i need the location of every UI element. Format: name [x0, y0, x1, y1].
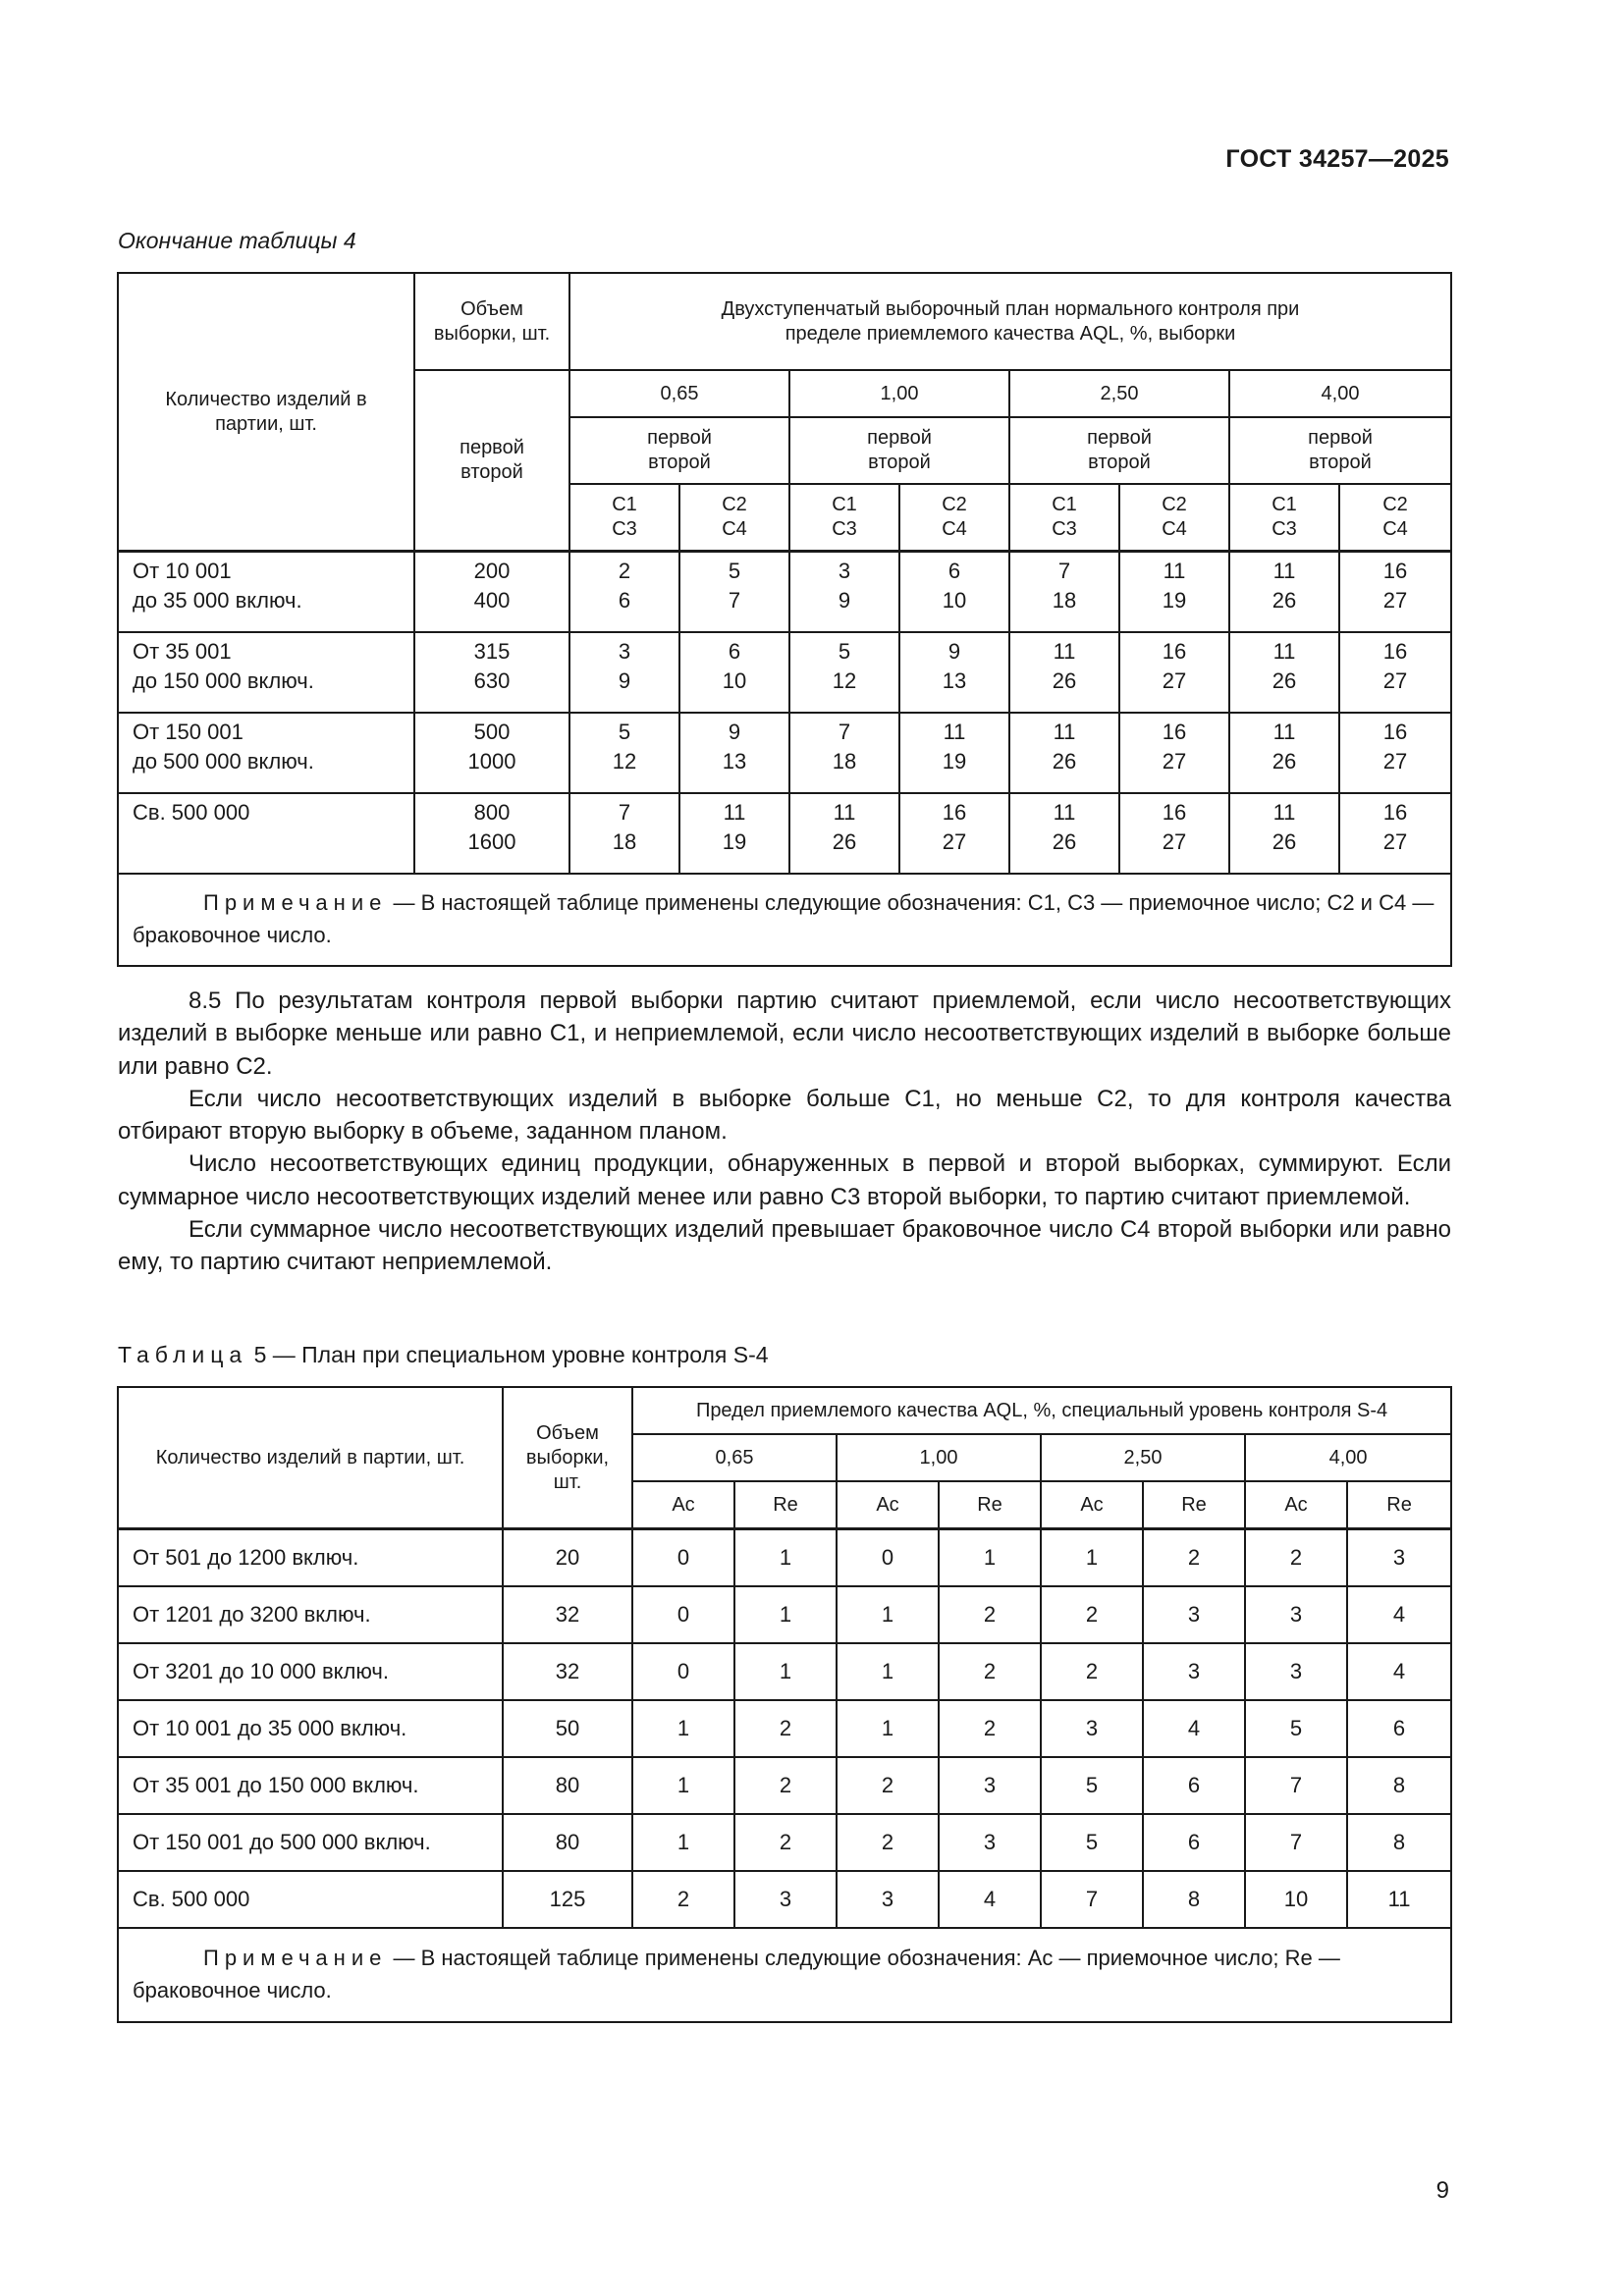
table-cell: 1 [632, 1700, 734, 1757]
table-cell: 4 [1347, 1586, 1451, 1643]
row-label: От 150 001 до 500 000 включ. [118, 1814, 503, 1871]
cell-line-2: 12 [832, 668, 857, 693]
c-right-line-2: C4 [942, 518, 967, 540]
table-cell: 2 [939, 1586, 1041, 1643]
table-row [118, 793, 1451, 874]
sample-sub-first: первой [460, 437, 524, 458]
cell-line-2: 26 [832, 829, 857, 854]
cell-line-1: 11 [723, 800, 746, 825]
c-label-right [679, 484, 789, 552]
table-cell: 2 [837, 1757, 939, 1814]
note-text: — В настоящей таблице применены следующие обозначения: Ac — приемочное число; Re — браковочное число. [133, 1946, 1340, 2002]
table-cell: 1 [734, 1643, 837, 1700]
sample-line-2: 1000 [467, 749, 516, 774]
sample-size: 50 [503, 1700, 632, 1757]
table-cell: 4 [1347, 1643, 1451, 1700]
table-cell [679, 552, 789, 633]
table5-caption [118, 1342, 769, 1368]
table-cell: 2 [837, 1814, 939, 1871]
cell-line-1: 7 [618, 800, 631, 825]
aql-level: 1,00 [789, 370, 1009, 417]
cell-line-2: 26 [1272, 668, 1297, 693]
table-cell [1229, 793, 1339, 874]
re-label: Re [939, 1481, 1041, 1529]
cell-line-1: 16 [1382, 720, 1408, 744]
table-cell [1229, 713, 1339, 793]
c-left-line-1: C1 [1052, 494, 1077, 515]
row-label: От 1201 до 3200 включ. [118, 1586, 503, 1643]
c-label-right [1119, 484, 1229, 552]
cell-line-1: 11 [1272, 720, 1296, 744]
table4-header-items: Количество изделий в партии, шт. [118, 273, 414, 552]
table-cell [789, 713, 899, 793]
table-cell [789, 793, 899, 874]
table-cell: 10 [1245, 1871, 1347, 1928]
sample-line-2: 400 [473, 588, 511, 613]
c-left-line-1: C1 [1272, 494, 1297, 515]
table-cell: 3 [939, 1757, 1041, 1814]
table-row [118, 552, 1451, 633]
sample-line-2: 1600 [467, 829, 516, 854]
cell-line-1: 11 [1163, 559, 1186, 583]
row-label-line-1: От 35 001 [133, 639, 232, 664]
cell-line-2: 7 [728, 588, 741, 613]
table-cell: 3 [1245, 1643, 1347, 1700]
sample-line-1: 200 [473, 559, 511, 583]
table4-note [118, 874, 1451, 966]
table-cell: 2 [939, 1700, 1041, 1757]
table-cell [899, 793, 1009, 874]
aql-level: 0,65 [569, 370, 789, 417]
table4-header-sample: Объем выборки, шт. [414, 273, 569, 370]
cell-line-1: 7 [838, 720, 851, 744]
table-cell [679, 793, 789, 874]
stage-label [1009, 417, 1229, 484]
cell-line-2: 26 [1272, 588, 1297, 613]
table-cell: 3 [734, 1871, 837, 1928]
table-cell [899, 632, 1009, 713]
cell-line-2: 12 [612, 749, 637, 774]
table-cell: 2 [734, 1700, 837, 1757]
table-cell: 2 [1143, 1529, 1245, 1587]
table5 [117, 1386, 1452, 2023]
cell-line-1: 11 [1053, 639, 1076, 664]
row-label-line-1: От 10 001 [133, 559, 232, 583]
table-cell [1119, 713, 1229, 793]
cell-line-1: 16 [1382, 639, 1408, 664]
table-cell: 8 [1347, 1757, 1451, 1814]
row-label [118, 552, 414, 633]
cell-line-2: 26 [1052, 668, 1077, 693]
table-cell [1009, 713, 1119, 793]
stage-line-1: первой [867, 427, 932, 449]
aql-level: 0,65 [632, 1434, 837, 1481]
table-cell [789, 552, 899, 633]
sample-size: 20 [503, 1529, 632, 1587]
ac-label: Ac [837, 1481, 939, 1529]
table-cell [569, 552, 679, 633]
sample-size [414, 552, 569, 633]
table-cell [1229, 552, 1339, 633]
table-cell [569, 713, 679, 793]
ac-label: Ac [1245, 1481, 1347, 1529]
table-cell: 1 [632, 1757, 734, 1814]
c-right-line-1: C2 [722, 494, 747, 515]
cell-line-2: 18 [612, 829, 637, 854]
c-left-line-1: C1 [612, 494, 637, 515]
table-cell: 1 [734, 1529, 837, 1587]
c-right-line-1: C2 [1382, 494, 1408, 515]
table-cell [1229, 632, 1339, 713]
cell-line-2: 10 [942, 588, 967, 613]
table5-header-sample: Объем выборки, шт. [503, 1387, 632, 1529]
table-cell: 3 [837, 1871, 939, 1928]
table-cell: 5 [1041, 1814, 1143, 1871]
cell-line-2: 27 [942, 829, 967, 854]
row-label [118, 793, 414, 874]
cell-line-2: 9 [618, 668, 631, 693]
table-cell [1119, 632, 1229, 713]
cell-line-1: 11 [1272, 800, 1296, 825]
cell-line-2: 19 [942, 749, 967, 774]
stage-line-2: второй [868, 452, 931, 473]
aql-level: 2,50 [1009, 370, 1229, 417]
cell-line-1: 16 [1162, 800, 1187, 825]
c-left-line-1: C1 [832, 494, 857, 515]
cell-line-1: 6 [728, 639, 741, 664]
stage-line-2: второй [1309, 452, 1372, 473]
cell-line-2: 26 [1272, 829, 1297, 854]
table-row [118, 1529, 1451, 1587]
table4-caption: Окончание таблицы 4 [118, 228, 356, 253]
c-label-left [789, 484, 899, 552]
section-8-5-text [118, 985, 1451, 1279]
cell-line-2: 19 [1162, 588, 1187, 613]
cell-line-1: 11 [1053, 800, 1076, 825]
table4-header-sample-sub [414, 370, 569, 552]
table-cell: 2 [1041, 1586, 1143, 1643]
sample-size [414, 632, 569, 713]
table4-header-plan: Двухступенчатый выборочный план нормального контроля при пределе приемлемого качества AQL, %, выборки [569, 273, 1451, 370]
sample-line-1: 315 [473, 639, 511, 664]
table-row [118, 1643, 1451, 1700]
table-cell: 3 [1143, 1586, 1245, 1643]
c-label-right [899, 484, 1009, 552]
paragraph: Если число несоответствующих изделий в выборке больше C1, но меньше C2, то для контроля качества отбирают вторую выборку в объеме, заданном планом. [118, 1085, 1451, 1146]
table-row [118, 1871, 1451, 1928]
table-cell: 2 [734, 1757, 837, 1814]
cell-line-1: 2 [618, 559, 631, 583]
c-right-line-2: C4 [1382, 518, 1408, 540]
table-row [118, 1700, 1451, 1757]
table-cell [899, 713, 1009, 793]
table-cell: 1 [939, 1529, 1041, 1587]
table5-caption-text: 5 — План при специальном уровне контроля S-4 [247, 1342, 769, 1367]
table-cell: 7 [1245, 1757, 1347, 1814]
cell-line-2: 10 [722, 668, 747, 693]
table-row [118, 1586, 1451, 1643]
table-cell: 3 [1041, 1700, 1143, 1757]
table-cell: 5 [1041, 1757, 1143, 1814]
row-label-line-1: Св. 500 000 [133, 800, 250, 825]
table-row [118, 632, 1451, 713]
cell-line-2: 27 [1162, 749, 1187, 774]
ac-label: Ac [632, 1481, 734, 1529]
aql-level: 2,50 [1041, 1434, 1245, 1481]
table4 [117, 272, 1452, 967]
cell-line-2: 26 [1272, 749, 1297, 774]
cell-line-2: 13 [942, 668, 967, 693]
aql-level: 4,00 [1229, 370, 1451, 417]
cell-line-1: 16 [1382, 800, 1408, 825]
table-cell: 0 [837, 1529, 939, 1587]
table-cell: 1 [734, 1586, 837, 1643]
c-right-line-1: C2 [942, 494, 967, 515]
stage-line-1: первой [1308, 427, 1373, 449]
table-cell: 4 [1143, 1700, 1245, 1757]
c-right-line-2: C4 [1162, 518, 1187, 540]
standard-number: ГОСТ 34257—2025 [1225, 145, 1449, 173]
sample-size: 32 [503, 1643, 632, 1700]
cell-line-2: 9 [838, 588, 851, 613]
table-cell: 2 [734, 1814, 837, 1871]
ac-label: Ac [1041, 1481, 1143, 1529]
c-label-left [1229, 484, 1339, 552]
sample-line-1: 800 [473, 800, 511, 825]
c-left-line-2: C3 [612, 518, 637, 540]
cell-line-1: 11 [833, 800, 856, 825]
cell-line-1: 11 [1272, 559, 1296, 583]
row-label: От 10 001 до 35 000 включ. [118, 1700, 503, 1757]
row-label: От 3201 до 10 000 включ. [118, 1643, 503, 1700]
table-cell [679, 713, 789, 793]
sample-size: 80 [503, 1814, 632, 1871]
table-cell: 1 [837, 1700, 939, 1757]
table-cell [1009, 552, 1119, 633]
table-cell [1009, 632, 1119, 713]
c-label-left [1009, 484, 1119, 552]
table-cell: 6 [1143, 1814, 1245, 1871]
table-cell: 3 [939, 1814, 1041, 1871]
table-cell: 8 [1143, 1871, 1245, 1928]
table-cell: 3 [1347, 1529, 1451, 1587]
table-cell: 5 [1245, 1700, 1347, 1757]
cell-line-1: 11 [1053, 720, 1076, 744]
table-cell [679, 632, 789, 713]
note-label: Примечание [203, 1946, 388, 1970]
sample-size: 32 [503, 1586, 632, 1643]
re-label: Re [734, 1481, 837, 1529]
table-cell [1339, 552, 1451, 633]
table-cell: 7 [1041, 1871, 1143, 1928]
table-row [118, 1757, 1451, 1814]
cell-line-1: 6 [947, 559, 961, 583]
cell-line-2: 27 [1382, 668, 1408, 693]
c-right-line-1: C2 [1162, 494, 1187, 515]
row-label-line-2: до 150 000 включ. [133, 668, 314, 693]
table-cell [1119, 552, 1229, 633]
row-label [118, 632, 414, 713]
table-cell [1339, 793, 1451, 874]
table-cell: 0 [632, 1643, 734, 1700]
cell-line-2: 27 [1382, 588, 1408, 613]
paragraph: Число несоответствующих единиц продукции, обнаруженных в первой и второй выборках, суммируют. Если суммарное число несоответствующих изделий менее или равно C3 второй выборки, то партию считают приемлемой. [118, 1150, 1451, 1210]
cell-line-2: 19 [722, 829, 747, 854]
cell-line-1: 16 [1162, 639, 1187, 664]
sample-size [414, 713, 569, 793]
table-cell: 6 [1347, 1700, 1451, 1757]
table-cell: 0 [632, 1586, 734, 1643]
stage-line-1: первой [647, 427, 712, 449]
sample-sub-second: второй [460, 461, 523, 483]
cell-line-2: 26 [1052, 829, 1077, 854]
table-cell [1009, 793, 1119, 874]
cell-line-1: 9 [947, 639, 961, 664]
table5-header-items: Количество изделий в партии, шт. [118, 1387, 503, 1529]
table-cell: 7 [1245, 1814, 1347, 1871]
table-cell: 8 [1347, 1814, 1451, 1871]
note-text: — В настоящей таблице применены следующие обозначения: C1, C3 — приемочное число; C2 и C4 — браковочное число. [133, 890, 1435, 947]
cell-line-2: 18 [832, 749, 857, 774]
stage-line-2: второй [648, 452, 711, 473]
cell-line-1: 3 [838, 559, 851, 583]
table-cell: 4 [939, 1871, 1041, 1928]
table-cell: 0 [632, 1529, 734, 1587]
table5-header-aql: Предел приемлемого качества AQL, %, специальный уровень контроля S-4 [632, 1387, 1451, 1434]
stage-line-2: второй [1088, 452, 1151, 473]
cell-line-2: 27 [1382, 749, 1408, 774]
table-cell: 3 [1245, 1586, 1347, 1643]
c-left-line-2: C3 [1272, 518, 1297, 540]
cell-line-2: 18 [1052, 588, 1077, 613]
cell-line-2: 27 [1162, 668, 1187, 693]
table-row [118, 713, 1451, 793]
table-cell: 6 [1143, 1757, 1245, 1814]
stage-label [569, 417, 789, 484]
aql-level: 1,00 [837, 1434, 1041, 1481]
table-cell: 1 [1041, 1529, 1143, 1587]
table-cell: 1 [632, 1814, 734, 1871]
table-cell: 2 [939, 1643, 1041, 1700]
c-label-right [1339, 484, 1451, 552]
table-row [118, 1814, 1451, 1871]
table-cell [1339, 632, 1451, 713]
sample-size: 80 [503, 1757, 632, 1814]
stage-label [789, 417, 1009, 484]
sample-size [414, 793, 569, 874]
page-number: 9 [1435, 2177, 1449, 2204]
row-label-line-1: От 150 001 [133, 720, 244, 744]
row-label [118, 713, 414, 793]
sample-size: 125 [503, 1871, 632, 1928]
table5-note [118, 1928, 1451, 2022]
c-left-line-2: C3 [832, 518, 857, 540]
cell-line-2: 13 [722, 749, 747, 774]
cell-line-1: 5 [618, 720, 631, 744]
table-cell [1119, 793, 1229, 874]
re-label: Re [1347, 1481, 1451, 1529]
table-cell: 2 [1245, 1529, 1347, 1587]
table-cell: 2 [1041, 1643, 1143, 1700]
table-cell [1339, 713, 1451, 793]
cell-line-1: 16 [1382, 559, 1408, 583]
row-label: Св. 500 000 [118, 1871, 503, 1928]
cell-line-2: 27 [1382, 829, 1408, 854]
c-right-line-2: C4 [722, 518, 747, 540]
cell-line-2: 6 [618, 588, 631, 613]
table-cell [569, 632, 679, 713]
c-label-left [569, 484, 679, 552]
table-cell: 1 [837, 1643, 939, 1700]
cell-line-1: 9 [728, 720, 741, 744]
row-label: От 501 до 1200 включ. [118, 1529, 503, 1587]
table-cell [789, 632, 899, 713]
row-label-line-2: до 35 000 включ. [133, 588, 302, 613]
re-label: Re [1143, 1481, 1245, 1529]
row-label-line-2: до 500 000 включ. [133, 749, 314, 774]
cell-line-2: 27 [1162, 829, 1187, 854]
row-label: От 35 001 до 150 000 включ. [118, 1757, 503, 1814]
table-cell: 3 [1143, 1643, 1245, 1700]
cell-line-1: 11 [943, 720, 966, 744]
cell-line-1: 16 [942, 800, 967, 825]
paragraph: Если суммарное число несоответствующих изделий превышает браковочное число C4 второй выборки или равно ему, то партию считают неприемлемой. [118, 1216, 1451, 1276]
table-cell: 2 [632, 1871, 734, 1928]
cell-line-1: 7 [1057, 559, 1071, 583]
stage-line-1: первой [1087, 427, 1152, 449]
note-label: Примечание [203, 890, 388, 915]
cell-line-1: 16 [1162, 720, 1187, 744]
table-cell [899, 552, 1009, 633]
table-cell: 1 [837, 1586, 939, 1643]
cell-line-1: 11 [1272, 639, 1296, 664]
table5-caption-word: Таблица [118, 1342, 248, 1367]
aql-level: 4,00 [1245, 1434, 1451, 1481]
cell-line-1: 5 [728, 559, 741, 583]
table-cell: 11 [1347, 1871, 1451, 1928]
sample-line-1: 500 [473, 720, 511, 744]
table-cell [569, 793, 679, 874]
stage-label [1229, 417, 1451, 484]
paragraph: 8.5 По результатам контроля первой выборки партию считают приемлемой, если число несоответствующих изделий в выборке меньше или равно C1, и неприемлемой, если число несоответствующих изделий в выборке больше или равно C2. [118, 988, 1451, 1080]
cell-line-1: 5 [838, 639, 851, 664]
cell-line-1: 3 [618, 639, 631, 664]
cell-line-2: 26 [1052, 749, 1077, 774]
sample-line-2: 630 [473, 668, 511, 693]
c-left-line-2: C3 [1052, 518, 1077, 540]
